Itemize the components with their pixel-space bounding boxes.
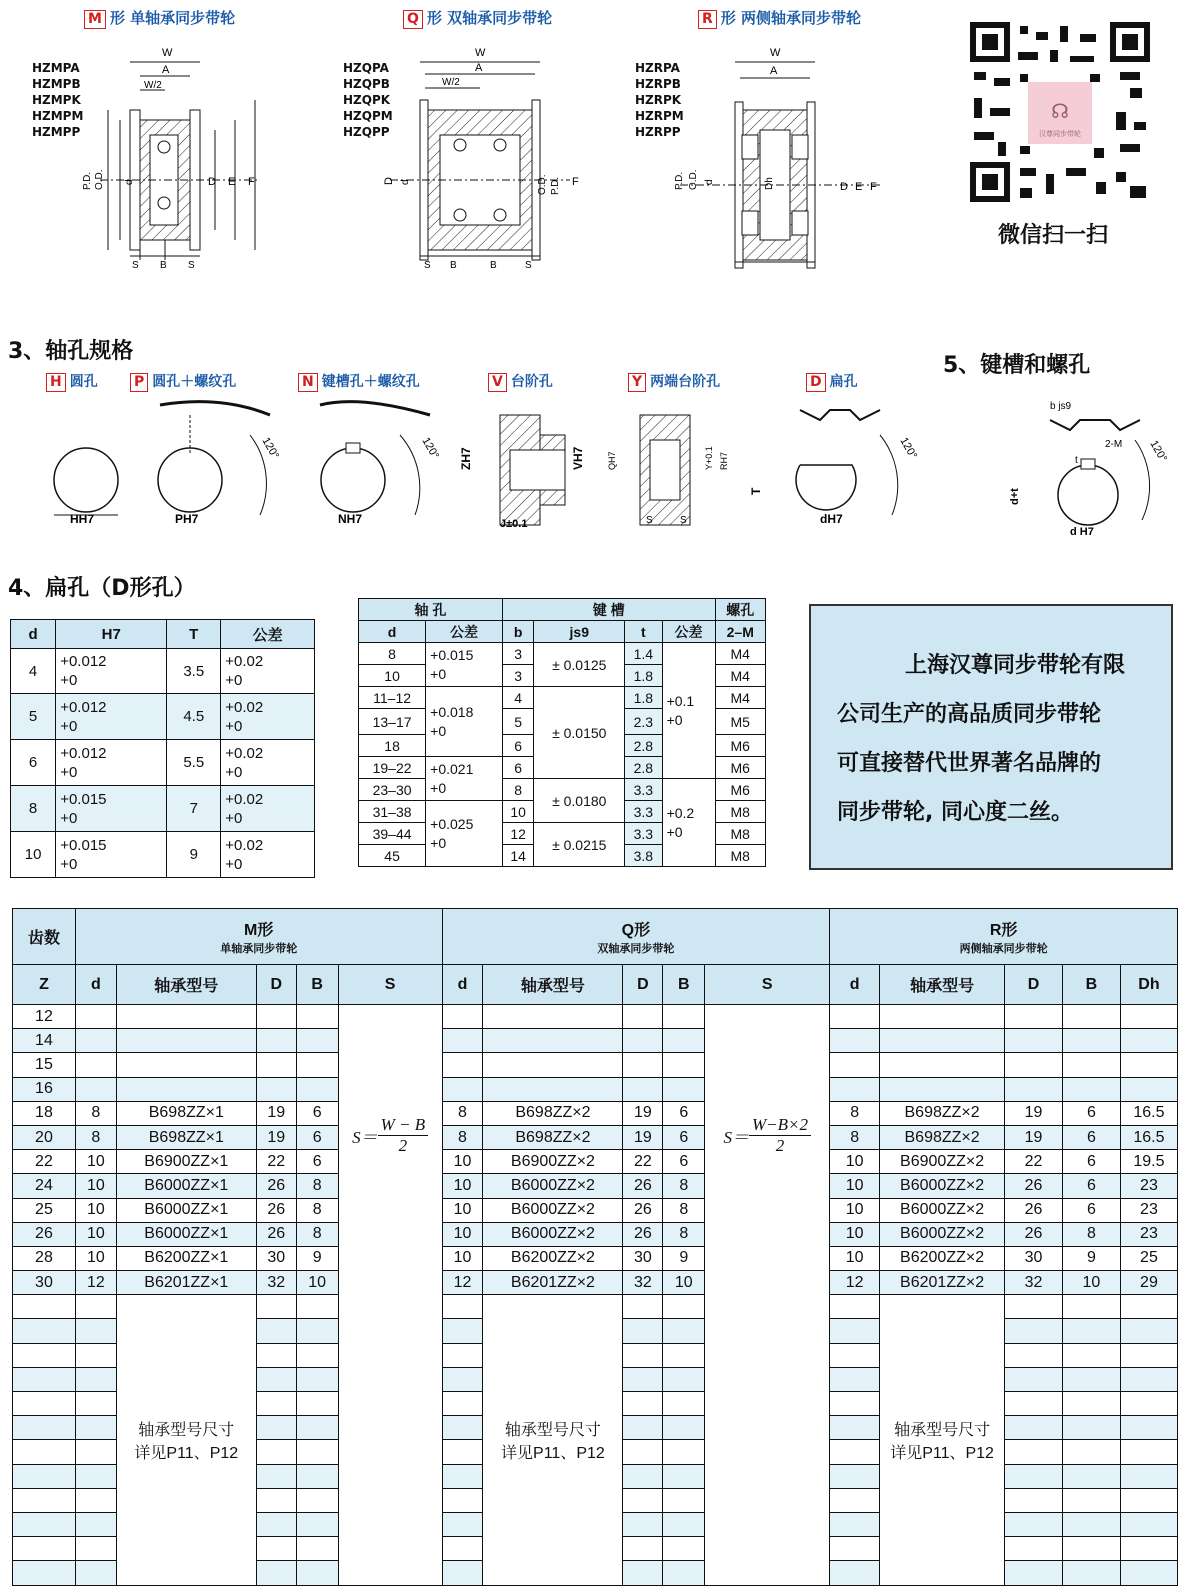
bore-p-drawing (158, 402, 281, 526)
svg-text:P.D.: P.D. (674, 171, 685, 190)
teeth-header: 齿数 (13, 909, 76, 965)
bore-v-drawing (459, 415, 585, 530)
type-y-label: Y 两端台阶孔 (628, 371, 720, 392)
svg-text:☊: ☊ (1051, 101, 1069, 123)
svg-text:NH7: NH7 (338, 512, 363, 526)
variant-r-title: R 形 两侧轴承同步带轮 (698, 7, 861, 29)
svg-text:d: d (124, 179, 135, 185)
svg-text:W: W (475, 47, 486, 59)
svg-text:A: A (770, 65, 778, 77)
section3-title: 3、轴孔规格 (8, 339, 134, 364)
column-header: d (442, 965, 483, 1005)
variant-q-badge: Q (403, 10, 423, 29)
bore-y-drawing (607, 415, 729, 526)
svg-text:HH7: HH7 (70, 512, 95, 526)
svg-text:W/2: W/2 (442, 77, 460, 88)
svg-text:O.D.: O.D. (94, 169, 105, 190)
column-header: 轴承型号 (880, 965, 1005, 1005)
svg-text:QH7: QH7 (607, 451, 617, 470)
column-header: B (296, 965, 338, 1005)
type-n-label: N 键槽孔＋螺纹孔 (298, 371, 420, 392)
svg-text:S: S (188, 260, 195, 270)
svg-text:E: E (855, 181, 863, 193)
table-row: 12 S＝ W − B 2 S＝ W−B×2 2 (13, 1005, 1178, 1029)
table-row: 18 8 B698ZZ×1 19 6 8 B698ZZ×2 19 6 8 B698ZZ×2 19 6 16.5 (13, 1101, 1178, 1125)
type-h-label: H 圆孔 (46, 371, 98, 392)
svg-text:t: t (1075, 455, 1078, 466)
svg-text:F: F (572, 176, 579, 188)
column-header: Dh (1120, 965, 1177, 1005)
qr-code (970, 22, 1150, 202)
svg-text:S: S (424, 260, 431, 270)
section4-title: 4、扁孔（D形孔） (8, 576, 196, 601)
type-d-label: D 扁孔 (806, 371, 858, 392)
column-header: d (75, 965, 116, 1005)
svg-text:W: W (162, 47, 173, 59)
bore-type-drawings (30, 395, 1200, 545)
r-pulley-drawing (670, 40, 890, 270)
svg-text:O.D.: O.D. (688, 169, 699, 190)
bore-d-drawing (749, 410, 919, 526)
column-header: D (1005, 965, 1063, 1005)
column-header: 轴承型号 (116, 965, 256, 1005)
column-header: d (830, 965, 880, 1005)
svg-text:T: T (749, 487, 763, 495)
type-v-label: V 台阶孔 (488, 371, 553, 392)
company-info-box: 上海汉尊同步带轮有限 公司生产的高品质同步带轮 可直接替代世界著名品牌的 同步带轮, 同心度二丝。 (809, 604, 1173, 870)
svg-text:d: d (704, 179, 715, 185)
svg-text:J±0.1: J±0.1 (500, 518, 528, 530)
svg-text:B: B (160, 260, 167, 270)
variant-r-badge: R (698, 10, 717, 29)
svg-text:F: F (248, 176, 255, 188)
bore-h-drawing (54, 448, 118, 526)
svg-text:B: B (490, 260, 497, 270)
svg-text:B: B (450, 260, 457, 270)
table-row: 14 (13, 1029, 1178, 1053)
pulley-spec-table (12, 908, 1178, 1586)
svg-text:Dh: Dh (764, 177, 775, 190)
group-r-header: R形 两侧轴承同步带轮 (830, 909, 1178, 965)
m-bearing-note: 轴承型号尺寸 详见P11、P12 (116, 1295, 256, 1585)
table-row: 20 8 B698ZZ×1 19 6 8 B698ZZ×2 19 6 8 B698ZZ×2 19 6 16.5 (13, 1125, 1178, 1149)
svg-text:2-M: 2-M (1105, 439, 1123, 450)
keyway-table: 轴 孔 键 槽 螺孔 d 公差 b js9 t 公差 2–M 8 +0.015 +0 3 ± 0.0125 1.4 +0.1 +0 M4 10 3 1.8 M4 11–12 +0.018 +0 4 ± 0.0150 1.8 M4 13–17 5 2.3 M5 18 6 2.8 M6 19–22 +0.021 +0 6 2.8 M6 23–30 8 ± 0.0180 3.3 +0.2 +0 M6 31–38 +0.025 +0 10 3.3 M8 39–44 12 ± 0.0215 3.3 M8 45 14 3.8 M8 (358, 598, 766, 867)
svg-text:D: D (840, 181, 848, 193)
svg-text:b js9: b js9 (1050, 401, 1072, 412)
column-header: B (1062, 965, 1120, 1005)
group-q-header: Q形 双轴承同步带轮 (442, 909, 830, 965)
svg-text:120°: 120° (419, 435, 442, 462)
svg-text:S: S (680, 515, 687, 526)
column-header: D (623, 965, 663, 1005)
svg-text:S: S (646, 515, 653, 526)
r-bearing-note: 轴承型号尺寸 详见P11、P12 (880, 1295, 1005, 1585)
svg-text:E: E (228, 176, 236, 188)
svg-text:ZH7: ZH7 (459, 447, 473, 470)
svg-text:S: S (525, 260, 532, 270)
variant-q-codes: HZQPA HZQPB HZQPK HZQPM HZQPP (343, 61, 393, 139)
svg-text:d H7: d H7 (1070, 526, 1094, 538)
svg-text:VH7: VH7 (571, 446, 585, 470)
column-header-row (13, 965, 1178, 1005)
table-row: 30 12 B6201ZZ×1 32 10 12 B6201ZZ×2 32 10 12 B6201ZZ×2 32 10 29 (13, 1271, 1178, 1295)
keyway-detail-drawing (1009, 401, 1169, 538)
qr-caption: 微信扫一扫 (998, 223, 1109, 248)
table-row: 28 10 B6200ZZ×1 30 9 10 B6200ZZ×2 30 9 10 B6200ZZ×2 30 9 25 (13, 1246, 1178, 1270)
svg-text:d: d (400, 179, 411, 185)
svg-text:PH7: PH7 (175, 512, 199, 526)
m-formula: S＝ W − B 2 (338, 1005, 442, 1586)
m-pulley-drawing (80, 40, 280, 270)
q-bearing-note: 轴承型号尺寸 详见P11、P12 (483, 1295, 623, 1585)
svg-text:P.D.: P.D. (550, 176, 561, 195)
svg-text:120°: 120° (897, 435, 920, 462)
svg-text:D: D (383, 177, 395, 185)
column-header: B (663, 965, 705, 1005)
svg-text:A: A (162, 64, 170, 76)
column-header: Z (13, 965, 76, 1005)
q-pulley-drawing (380, 40, 580, 270)
svg-text:RH7: RH7 (719, 451, 729, 470)
table-row (13, 1295, 1178, 1319)
type-p-label: P 圆孔＋螺纹孔 (130, 371, 236, 392)
svg-text:A: A (475, 62, 483, 74)
svg-text:dH7: dH7 (820, 512, 843, 526)
svg-text:d+t: d+t (1009, 488, 1021, 505)
column-header: S (338, 965, 442, 1005)
svg-text:O.D.: O.D. (537, 174, 548, 195)
column-header: 轴承型号 (483, 965, 623, 1005)
group-m-header: M形 单轴承同步带轮 (75, 909, 442, 965)
table-row: 25 10 B6000ZZ×1 26 8 10 B6000ZZ×2 26 8 10 B6000ZZ×2 26 6 23 (13, 1198, 1178, 1222)
svg-text:W/2: W/2 (144, 80, 162, 91)
svg-text:120°: 120° (1147, 438, 1170, 465)
table-row: 22 10 B6900ZZ×1 22 6 10 B6900ZZ×2 22 6 10 B6900ZZ×2 22 6 19.5 (13, 1150, 1178, 1174)
svg-text:P.D.: P.D. (82, 171, 93, 190)
table-row: 26 10 B6000ZZ×1 26 8 10 B6000ZZ×2 26 8 10 B6000ZZ×2 26 8 23 (13, 1222, 1178, 1246)
section5-title: 5、键槽和螺孔 (943, 353, 1091, 378)
column-header: D (256, 965, 296, 1005)
variant-m-badge: M (84, 10, 106, 29)
variant-q-title: Q 形 双轴承同步带轮 (403, 7, 552, 29)
svg-text:汉尊同步带轮: 汉尊同步带轮 (1039, 131, 1081, 138)
svg-text:Y+0.1: Y+0.1 (704, 446, 714, 470)
variant-r-codes: HZRPA HZRPB HZRPK HZRPM HZRPP (635, 61, 684, 139)
table-row: 16 (13, 1077, 1178, 1101)
table-row: 24 10 B6000ZZ×1 26 8 10 B6000ZZ×2 26 8 10 B6000ZZ×2 26 6 23 (13, 1174, 1178, 1198)
bore-n-drawing (320, 402, 441, 526)
svg-text:D: D (208, 176, 216, 188)
q-formula: S＝ W−B×2 2 (705, 1005, 830, 1586)
column-header: S (705, 965, 830, 1005)
svg-text:F: F (870, 181, 877, 193)
variant-m-codes: HZMPA HZMPB HZMPK HZMPM HZMPP (32, 61, 84, 139)
table-row: 15 (13, 1053, 1178, 1077)
svg-text:W: W (770, 47, 781, 59)
variant-m-title: M 形 单轴承同步带轮 (84, 7, 235, 29)
svg-text:120°: 120° (259, 435, 282, 462)
svg-text:S: S (132, 260, 139, 270)
d-bore-table: d H7 T 公差 4 +0.012 +0 3.5 +0.02 +0 5 +0.012 +0 4.5 +0.02 +0 6 +0.012 +0 5.5 +0.02 +0 8 +0.015 +0 7 +0.02 +0 10 +0.015 +0 9 +0.02 +0 (10, 619, 315, 878)
